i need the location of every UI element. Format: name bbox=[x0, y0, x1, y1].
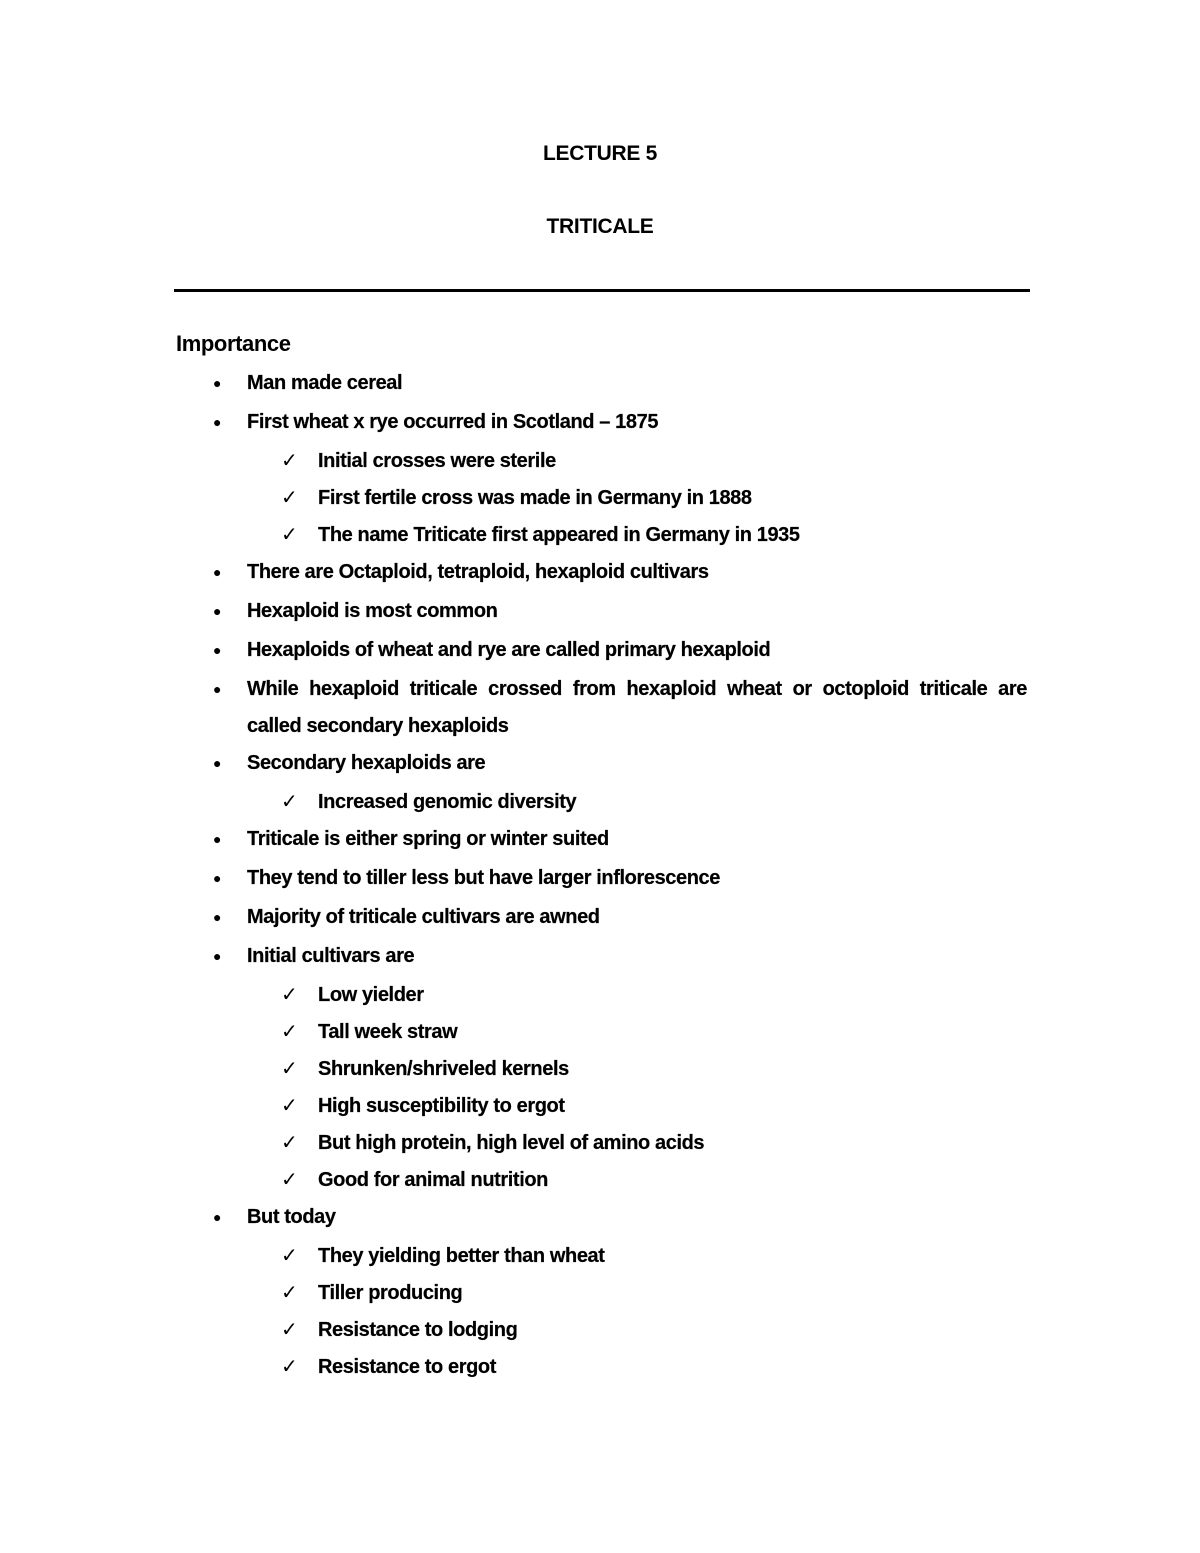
lecture-title: LECTURE 5 bbox=[543, 142, 657, 165]
check-item bbox=[281, 1088, 1200, 1125]
item-text: Increased genomic diversity bbox=[318, 791, 577, 813]
bullet-item bbox=[213, 1199, 1027, 1238]
topic-title: TRITICALE bbox=[546, 215, 654, 238]
item-text: Initial crosses were sterile bbox=[318, 450, 556, 472]
bullet-icon: ● bbox=[213, 948, 222, 964]
item-text: They tend to tiller less but have larger inflorescence bbox=[247, 867, 720, 889]
bullet-item bbox=[213, 632, 1027, 671]
bullet-icon: ● bbox=[213, 414, 222, 430]
item-text: There are Octaploid, tetraploid, hexaploid cultivars bbox=[247, 561, 709, 583]
item-text: But high protein, high level of amino acids bbox=[318, 1132, 705, 1154]
bullet-icon: ● bbox=[213, 603, 222, 619]
check-item bbox=[281, 517, 1200, 554]
importance-list bbox=[0, 365, 1200, 1386]
check-item bbox=[281, 443, 1200, 480]
bullet-item bbox=[213, 745, 1027, 784]
bullet-item bbox=[213, 671, 1027, 745]
check-item bbox=[281, 1238, 1200, 1275]
checkmark-icon: ✓ bbox=[281, 1245, 298, 1267]
item-text: But today bbox=[247, 1206, 336, 1228]
checkmark-icon: ✓ bbox=[281, 1282, 298, 1304]
checkmark-icon: ✓ bbox=[281, 1021, 298, 1043]
checkmark-icon: ✓ bbox=[281, 1169, 298, 1191]
section-heading: Importance bbox=[176, 331, 291, 356]
check-item bbox=[281, 1125, 1200, 1162]
bullet-icon: ● bbox=[213, 870, 222, 886]
bullet-item bbox=[213, 365, 1027, 404]
bullet-item bbox=[213, 821, 1027, 860]
checkmark-icon: ✓ bbox=[281, 984, 298, 1006]
bullet-icon: ● bbox=[213, 831, 222, 847]
check-item bbox=[281, 480, 1200, 517]
bullet-icon: ● bbox=[213, 564, 222, 580]
bullet-icon: ● bbox=[213, 681, 222, 697]
checkmark-icon: ✓ bbox=[281, 1058, 298, 1080]
item-text: First fertile cross was made in Germany in 1888 bbox=[318, 487, 752, 509]
checkmark-icon: ✓ bbox=[281, 450, 298, 472]
check-item bbox=[281, 1312, 1200, 1349]
bullet-icon: ● bbox=[213, 755, 222, 771]
bullet-icon: ● bbox=[213, 1209, 222, 1225]
item-text: Tall week straw bbox=[318, 1021, 458, 1043]
checkmark-icon: ✓ bbox=[281, 791, 298, 813]
checkmark-icon: ✓ bbox=[281, 1319, 298, 1341]
checkmark-icon: ✓ bbox=[281, 1095, 298, 1117]
item-text: Man made cereal bbox=[247, 372, 403, 394]
checkmark-icon: ✓ bbox=[281, 524, 298, 546]
bullet-item bbox=[213, 554, 1027, 593]
check-item bbox=[281, 1014, 1200, 1051]
item-text: Resistance to lodging bbox=[318, 1319, 518, 1341]
item-text: Triticale is either spring or winter suited bbox=[247, 828, 609, 850]
bullet-icon: ● bbox=[213, 909, 222, 925]
check-item bbox=[281, 1051, 1200, 1088]
bullet-icon: ● bbox=[213, 375, 222, 391]
bullet-item bbox=[213, 404, 1027, 443]
check-item bbox=[281, 784, 1200, 821]
item-text: Resistance to ergot bbox=[318, 1356, 497, 1378]
checkmark-icon: ✓ bbox=[281, 487, 298, 509]
item-text: The name Triticate first appeared in Germany in 1935 bbox=[318, 524, 800, 546]
check-item bbox=[281, 977, 1200, 1014]
item-text: Majority of triticale cultivars are awned bbox=[247, 906, 600, 928]
item-text: First wheat x rye occurred in Scotland – 1875 bbox=[247, 411, 659, 433]
item-text: They yielding better than wheat bbox=[318, 1245, 605, 1267]
item-text: Hexaploid is most common bbox=[247, 600, 498, 622]
item-text: Initial cultivars are bbox=[247, 945, 415, 967]
item-text: Shrunken/shriveled kernels bbox=[318, 1058, 569, 1080]
bullet-item bbox=[213, 938, 1027, 977]
item-text: Tiller producing bbox=[318, 1282, 463, 1304]
item-text: High susceptibility to ergot bbox=[318, 1095, 565, 1117]
checkmark-icon: ✓ bbox=[281, 1132, 298, 1154]
item-text: Secondary hexaploids are bbox=[247, 752, 486, 774]
checkmark-icon: ✓ bbox=[281, 1356, 298, 1378]
title-divider bbox=[174, 289, 1030, 292]
bullet-item bbox=[213, 860, 1027, 899]
bullet-item bbox=[213, 899, 1027, 938]
item-text: While hexaploid triticale crossed from hexaploid wheat or octoploid triticale are called secondary hexaploids bbox=[247, 678, 1027, 737]
item-text: Low yielder bbox=[318, 984, 424, 1006]
item-text: Hexaploids of wheat and rye are called primary hexaploid bbox=[247, 639, 771, 661]
bullet-item bbox=[213, 593, 1027, 632]
item-text: Good for animal nutrition bbox=[318, 1169, 548, 1191]
check-item bbox=[281, 1275, 1200, 1312]
check-item bbox=[281, 1349, 1200, 1386]
check-item bbox=[281, 1162, 1200, 1199]
bullet-icon: ● bbox=[213, 642, 222, 658]
